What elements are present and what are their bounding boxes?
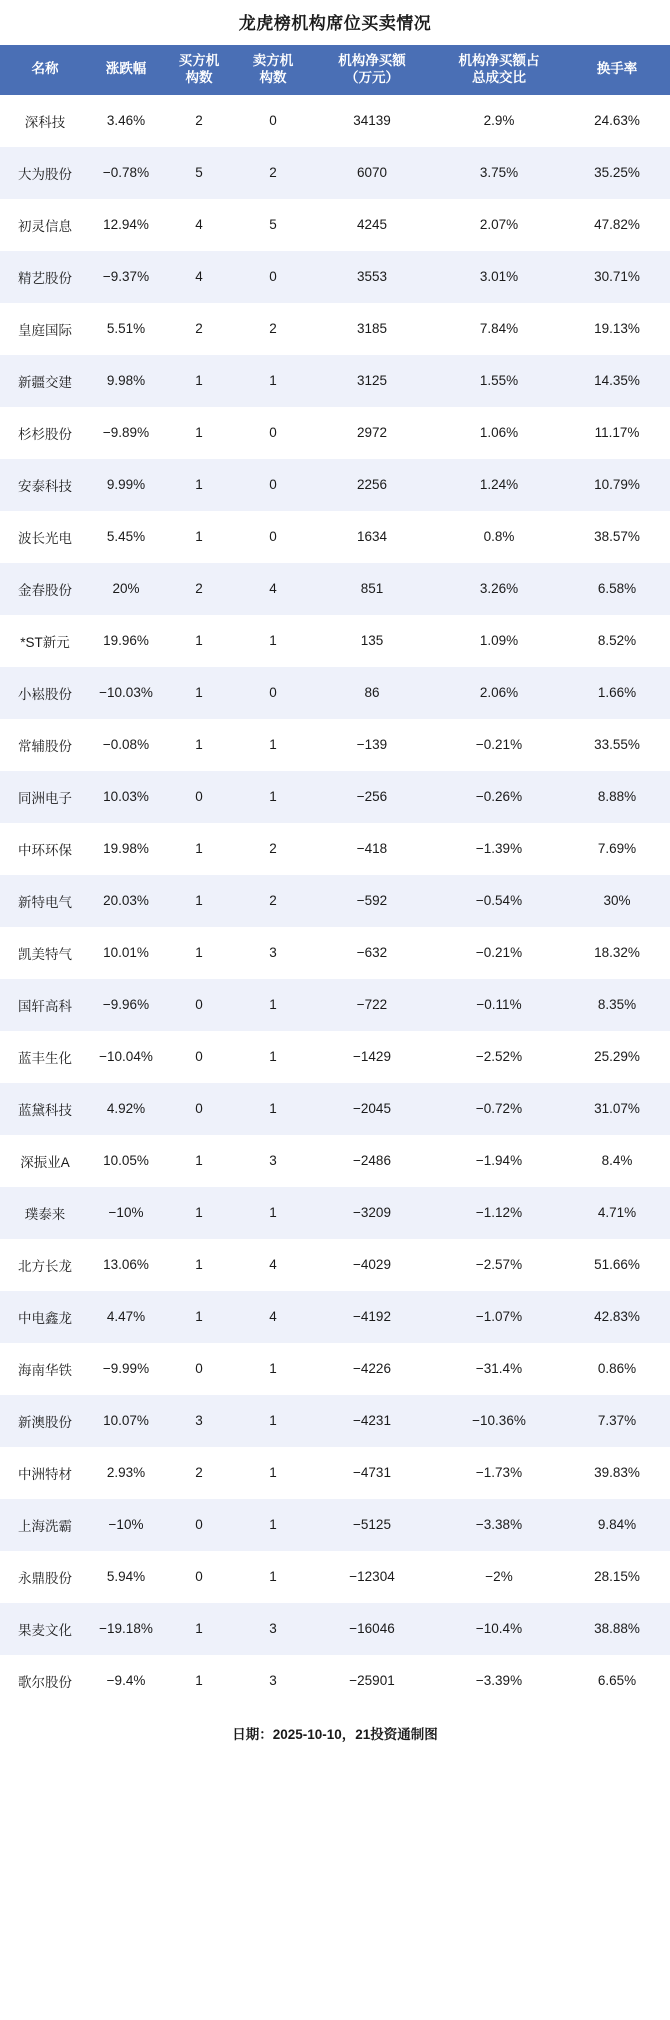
column-header-net-ratio-line1: 机构净买额占 xyxy=(458,53,540,68)
cell-change: 9.98% xyxy=(90,355,162,407)
cell-net-amount: −592 xyxy=(310,875,434,927)
column-header-net-amount-line2: （万元） xyxy=(345,69,399,85)
cell-turnover: 51.66% xyxy=(564,1239,670,1291)
cell-net-ratio: 1.24% xyxy=(434,459,564,511)
cell-turnover: 39.83% xyxy=(564,1447,670,1499)
cell-name: 中电鑫龙 xyxy=(0,1291,90,1343)
cell-turnover: 7.69% xyxy=(564,823,670,875)
cell-buy-count: 2 xyxy=(162,1447,236,1499)
cell-sell-count: 3 xyxy=(236,1655,310,1707)
cell-net-amount: 851 xyxy=(310,563,434,615)
cell-net-ratio: −3.39% xyxy=(434,1655,564,1707)
cell-turnover: 11.17% xyxy=(564,407,670,459)
table-row xyxy=(0,1135,670,1187)
table-row xyxy=(0,667,670,719)
cell-buy-count: 1 xyxy=(162,511,236,563)
cell-turnover: 42.83% xyxy=(564,1291,670,1343)
cell-sell-count: 3 xyxy=(236,927,310,979)
cell-turnover: 7.37% xyxy=(564,1395,670,1447)
table-row xyxy=(0,459,670,511)
cell-buy-count: 0 xyxy=(162,771,236,823)
cell-net-amount: 4245 xyxy=(310,199,434,251)
cell-net-ratio: −0.54% xyxy=(434,875,564,927)
cell-name: 大为股份 xyxy=(0,147,90,199)
cell-sell-count: 2 xyxy=(236,875,310,927)
cell-net-ratio: 3.26% xyxy=(434,563,564,615)
cell-turnover: 30.71% xyxy=(564,251,670,303)
cell-name: 常辅股份 xyxy=(0,719,90,771)
cell-name: 杉杉股份 xyxy=(0,407,90,459)
table-row xyxy=(0,303,670,355)
cell-change: 19.96% xyxy=(90,615,162,667)
cell-sell-count: 1 xyxy=(236,1499,310,1551)
table-header xyxy=(0,45,670,95)
cell-change: −19.18% xyxy=(90,1603,162,1655)
column-header-sell-count-line2: 构数 xyxy=(259,69,287,85)
cell-change: 4.47% xyxy=(90,1291,162,1343)
table-row xyxy=(0,615,670,667)
cell-net-ratio: 0.8% xyxy=(434,511,564,563)
cell-sell-count: 0 xyxy=(236,407,310,459)
cell-name: 歌尔股份 xyxy=(0,1655,90,1707)
cell-net-amount: −256 xyxy=(310,771,434,823)
cell-change: 20% xyxy=(90,563,162,615)
cell-name: 深振业A xyxy=(0,1135,90,1187)
cell-name: 海南华铁 xyxy=(0,1343,90,1395)
table-row xyxy=(0,927,670,979)
cell-net-amount: 3125 xyxy=(310,355,434,407)
table-row xyxy=(0,147,670,199)
column-header-name xyxy=(0,45,90,95)
institution-trading-table xyxy=(0,45,670,1707)
cell-buy-count: 1 xyxy=(162,1187,236,1239)
cell-sell-count: 1 xyxy=(236,979,310,1031)
cell-net-ratio: 2.07% xyxy=(434,199,564,251)
cell-turnover: 14.35% xyxy=(564,355,670,407)
cell-sell-count: 4 xyxy=(236,563,310,615)
cell-turnover: 6.65% xyxy=(564,1655,670,1707)
cell-buy-count: 0 xyxy=(162,1499,236,1551)
cell-net-amount: 3185 xyxy=(310,303,434,355)
column-header-sell-count xyxy=(236,45,310,95)
cell-name: 凯美特气 xyxy=(0,927,90,979)
cell-net-ratio: −0.26% xyxy=(434,771,564,823)
cell-net-amount: −4029 xyxy=(310,1239,434,1291)
table-row xyxy=(0,1655,670,1707)
page-title: 龙虎榜机构席位买卖情况 xyxy=(238,14,432,33)
cell-sell-count: 1 xyxy=(236,1395,310,1447)
cell-name: 蓝黛科技 xyxy=(0,1083,90,1135)
table-row xyxy=(0,1239,670,1291)
cell-net-ratio: −0.21% xyxy=(434,927,564,979)
cell-change: −0.78% xyxy=(90,147,162,199)
cell-net-amount: −1429 xyxy=(310,1031,434,1083)
cell-turnover: 19.13% xyxy=(564,303,670,355)
cell-net-amount: −5125 xyxy=(310,1499,434,1551)
cell-net-amount: −139 xyxy=(310,719,434,771)
cell-change: 13.06% xyxy=(90,1239,162,1291)
cell-buy-count: 1 xyxy=(162,667,236,719)
table-row xyxy=(0,875,670,927)
cell-change: −10% xyxy=(90,1499,162,1551)
column-header-sell-count-line1: 卖方机 xyxy=(252,53,294,68)
cell-net-amount: −3209 xyxy=(310,1187,434,1239)
cell-sell-count: 1 xyxy=(236,1343,310,1395)
cell-name: 精艺股份 xyxy=(0,251,90,303)
cell-name: 新特电气 xyxy=(0,875,90,927)
cell-name: 蓝丰生化 xyxy=(0,1031,90,1083)
cell-change: −10% xyxy=(90,1187,162,1239)
cell-change: 20.03% xyxy=(90,875,162,927)
cell-sell-count: 0 xyxy=(236,667,310,719)
table-row xyxy=(0,1083,670,1135)
cell-net-amount: −25901 xyxy=(310,1655,434,1707)
table-row xyxy=(0,95,670,147)
cell-buy-count: 5 xyxy=(162,147,236,199)
column-header-buy-count-line2: 构数 xyxy=(185,69,213,85)
cell-buy-count: 3 xyxy=(162,1395,236,1447)
cell-turnover: 25.29% xyxy=(564,1031,670,1083)
table-row xyxy=(0,355,670,407)
cell-turnover: 18.32% xyxy=(564,927,670,979)
cell-sell-count: 0 xyxy=(236,95,310,147)
cell-change: −0.08% xyxy=(90,719,162,771)
cell-name: 安泰科技 xyxy=(0,459,90,511)
cell-net-ratio: 3.75% xyxy=(434,147,564,199)
cell-net-amount: −2045 xyxy=(310,1083,434,1135)
column-header-name-line1: 名称 xyxy=(31,61,59,77)
table-row xyxy=(0,563,670,615)
cell-net-ratio: −0.21% xyxy=(434,719,564,771)
cell-buy-count: 1 xyxy=(162,1239,236,1291)
cell-buy-count: 0 xyxy=(162,979,236,1031)
cell-net-amount: −2486 xyxy=(310,1135,434,1187)
table-row xyxy=(0,1499,670,1551)
cell-change: 2.93% xyxy=(90,1447,162,1499)
cell-net-ratio: −2.52% xyxy=(434,1031,564,1083)
cell-name: *ST新元 xyxy=(0,615,90,667)
cell-buy-count: 4 xyxy=(162,251,236,303)
cell-net-ratio: −1.39% xyxy=(434,823,564,875)
cell-sell-count: 1 xyxy=(236,355,310,407)
cell-turnover: 47.82% xyxy=(564,199,670,251)
column-header-buy-count-line1: 买方机 xyxy=(178,53,220,68)
cell-change: 4.92% xyxy=(90,1083,162,1135)
cell-net-amount: 1634 xyxy=(310,511,434,563)
cell-turnover: 10.79% xyxy=(564,459,670,511)
cell-sell-count: 3 xyxy=(236,1135,310,1187)
cell-net-ratio: 1.55% xyxy=(434,355,564,407)
cell-turnover: 0.86% xyxy=(564,1343,670,1395)
cell-buy-count: 1 xyxy=(162,927,236,979)
cell-turnover: 38.88% xyxy=(564,1603,670,1655)
cell-net-amount: −4192 xyxy=(310,1291,434,1343)
cell-buy-count: 1 xyxy=(162,1603,236,1655)
cell-change: −9.89% xyxy=(90,407,162,459)
cell-buy-count: 0 xyxy=(162,1343,236,1395)
cell-name: 上海洗霸 xyxy=(0,1499,90,1551)
table-row xyxy=(0,1187,670,1239)
cell-turnover: 28.15% xyxy=(564,1551,670,1603)
cell-turnover: 1.66% xyxy=(564,667,670,719)
table-row xyxy=(0,1551,670,1603)
table-row xyxy=(0,199,670,251)
cell-buy-count: 1 xyxy=(162,875,236,927)
cell-net-ratio: −2% xyxy=(434,1551,564,1603)
column-header-change-line1: 涨跌幅 xyxy=(105,61,147,77)
table-row xyxy=(0,1343,670,1395)
cell-turnover: 38.57% xyxy=(564,511,670,563)
cell-net-amount: −4226 xyxy=(310,1343,434,1395)
cell-net-ratio: −10.4% xyxy=(434,1603,564,1655)
cell-change: −9.96% xyxy=(90,979,162,1031)
cell-sell-count: 3 xyxy=(236,1603,310,1655)
cell-name: 同洲电子 xyxy=(0,771,90,823)
table-row xyxy=(0,1395,670,1447)
cell-name: 新澳股份 xyxy=(0,1395,90,1447)
table-row xyxy=(0,979,670,1031)
cell-name: 中洲特材 xyxy=(0,1447,90,1499)
table-row xyxy=(0,511,670,563)
table-row xyxy=(0,407,670,459)
cell-name: 中环环保 xyxy=(0,823,90,875)
cell-net-amount: 6070 xyxy=(310,147,434,199)
cell-name: 初灵信息 xyxy=(0,199,90,251)
cell-name: 北方长龙 xyxy=(0,1239,90,1291)
cell-change: 10.05% xyxy=(90,1135,162,1187)
cell-net-amount: −722 xyxy=(310,979,434,1031)
cell-net-amount: −16046 xyxy=(310,1603,434,1655)
cell-net-amount: −418 xyxy=(310,823,434,875)
cell-name: 璞泰来 xyxy=(0,1187,90,1239)
cell-turnover: 8.88% xyxy=(564,771,670,823)
table-row xyxy=(0,1291,670,1343)
cell-net-amount: 135 xyxy=(310,615,434,667)
table-row xyxy=(0,771,670,823)
cell-change: 9.99% xyxy=(90,459,162,511)
cell-change: −9.37% xyxy=(90,251,162,303)
column-header-turnover-line1: 换手率 xyxy=(596,61,638,77)
table-row xyxy=(0,1603,670,1655)
cell-sell-count: 0 xyxy=(236,511,310,563)
cell-buy-count: 1 xyxy=(162,615,236,667)
cell-turnover: 31.07% xyxy=(564,1083,670,1135)
cell-change: 3.46% xyxy=(90,95,162,147)
cell-turnover: 33.55% xyxy=(564,719,670,771)
cell-name: 皇庭国际 xyxy=(0,303,90,355)
cell-sell-count: 1 xyxy=(236,1031,310,1083)
cell-change: −9.4% xyxy=(90,1655,162,1707)
cell-sell-count: 2 xyxy=(236,303,310,355)
cell-sell-count: 1 xyxy=(236,771,310,823)
cell-buy-count: 1 xyxy=(162,1291,236,1343)
column-header-net-ratio xyxy=(434,45,564,95)
cell-sell-count: 0 xyxy=(236,459,310,511)
cell-name: 小崧股份 xyxy=(0,667,90,719)
cell-turnover: 8.35% xyxy=(564,979,670,1031)
cell-net-ratio: 1.06% xyxy=(434,407,564,459)
cell-turnover: 4.71% xyxy=(564,1187,670,1239)
cell-name: 新疆交建 xyxy=(0,355,90,407)
cell-turnover: 30% xyxy=(564,875,670,927)
cell-change: 10.01% xyxy=(90,927,162,979)
column-header-net-amount xyxy=(310,45,434,95)
cell-turnover: 6.58% xyxy=(564,563,670,615)
cell-buy-count: 0 xyxy=(162,1551,236,1603)
cell-sell-count: 1 xyxy=(236,1447,310,1499)
cell-net-ratio: −0.72% xyxy=(434,1083,564,1135)
cell-net-amount: 2972 xyxy=(310,407,434,459)
cell-sell-count: 2 xyxy=(236,823,310,875)
cell-name: 永鼎股份 xyxy=(0,1551,90,1603)
cell-sell-count: 4 xyxy=(236,1291,310,1343)
cell-turnover: 9.84% xyxy=(564,1499,670,1551)
cell-sell-count: 1 xyxy=(236,719,310,771)
table-body xyxy=(0,95,670,1707)
cell-sell-count: 1 xyxy=(236,615,310,667)
table-row xyxy=(0,823,670,875)
cell-change: −9.99% xyxy=(90,1343,162,1395)
cell-sell-count: 5 xyxy=(236,199,310,251)
cell-net-ratio: −1.94% xyxy=(434,1135,564,1187)
column-header-net-amount-line1: 机构净买额 xyxy=(338,53,406,68)
cell-net-ratio: −1.12% xyxy=(434,1187,564,1239)
table-row xyxy=(0,251,670,303)
cell-sell-count: 1 xyxy=(236,1187,310,1239)
cell-net-ratio: 2.06% xyxy=(434,667,564,719)
cell-buy-count: 2 xyxy=(162,563,236,615)
cell-change: 5.45% xyxy=(90,511,162,563)
table-row xyxy=(0,719,670,771)
cell-buy-count: 1 xyxy=(162,719,236,771)
cell-net-ratio: −10.36% xyxy=(434,1395,564,1447)
table-header-row xyxy=(0,45,670,95)
cell-name: 果麦文化 xyxy=(0,1603,90,1655)
cell-sell-count: 1 xyxy=(236,1551,310,1603)
cell-buy-count: 2 xyxy=(162,95,236,147)
table-row xyxy=(0,1031,670,1083)
cell-buy-count: 1 xyxy=(162,1135,236,1187)
cell-net-ratio: 2.9% xyxy=(434,95,564,147)
cell-buy-count: 1 xyxy=(162,1655,236,1707)
cell-name: 深科技 xyxy=(0,95,90,147)
cell-name: 波长光电 xyxy=(0,511,90,563)
cell-net-ratio: 7.84% xyxy=(434,303,564,355)
cell-turnover: 8.52% xyxy=(564,615,670,667)
cell-net-amount: −4231 xyxy=(310,1395,434,1447)
cell-buy-count: 0 xyxy=(162,1083,236,1135)
cell-net-ratio: −3.38% xyxy=(434,1499,564,1551)
cell-change: 19.98% xyxy=(90,823,162,875)
footer-note: 日期：2025-10-10，21投资通制图 xyxy=(0,1707,670,1761)
cell-turnover: 8.4% xyxy=(564,1135,670,1187)
cell-turnover: 35.25% xyxy=(564,147,670,199)
cell-net-ratio: 3.01% xyxy=(434,251,564,303)
cell-turnover: 24.63% xyxy=(564,95,670,147)
cell-net-ratio: 1.09% xyxy=(434,615,564,667)
cell-net-ratio: −0.11% xyxy=(434,979,564,1031)
cell-change: 5.51% xyxy=(90,303,162,355)
cell-net-ratio: −1.73% xyxy=(434,1447,564,1499)
cell-net-amount: −4731 xyxy=(310,1447,434,1499)
cell-net-ratio: −2.57% xyxy=(434,1239,564,1291)
column-header-change xyxy=(90,45,162,95)
cell-buy-count: 1 xyxy=(162,355,236,407)
cell-net-amount: −632 xyxy=(310,927,434,979)
cell-change: 10.03% xyxy=(90,771,162,823)
cell-net-amount: 2256 xyxy=(310,459,434,511)
cell-buy-count: 1 xyxy=(162,459,236,511)
cell-change: 12.94% xyxy=(90,199,162,251)
cell-sell-count: 0 xyxy=(236,251,310,303)
cell-buy-count: 1 xyxy=(162,823,236,875)
cell-sell-count: 2 xyxy=(236,147,310,199)
table-row xyxy=(0,1447,670,1499)
cell-buy-count: 2 xyxy=(162,303,236,355)
cell-name: 金春股份 xyxy=(0,563,90,615)
column-header-net-ratio-line2: 总成交比 xyxy=(472,69,526,85)
column-header-buy-count xyxy=(162,45,236,95)
cell-sell-count: 1 xyxy=(236,1083,310,1135)
cell-net-ratio: −31.4% xyxy=(434,1343,564,1395)
column-header-turnover xyxy=(564,45,670,95)
cell-sell-count: 4 xyxy=(236,1239,310,1291)
cell-net-amount: 34139 xyxy=(310,95,434,147)
cell-change: −10.04% xyxy=(90,1031,162,1083)
cell-buy-count: 0 xyxy=(162,1031,236,1083)
cell-net-amount: −12304 xyxy=(310,1551,434,1603)
cell-buy-count: 4 xyxy=(162,199,236,251)
cell-change: 10.07% xyxy=(90,1395,162,1447)
cell-net-ratio: −1.07% xyxy=(434,1291,564,1343)
cell-buy-count: 1 xyxy=(162,407,236,459)
cell-net-amount: 86 xyxy=(310,667,434,719)
cell-net-amount: 3553 xyxy=(310,251,434,303)
cell-name: 国轩高科 xyxy=(0,979,90,1031)
cell-change: −10.03% xyxy=(90,667,162,719)
cell-change: 5.94% xyxy=(90,1551,162,1603)
